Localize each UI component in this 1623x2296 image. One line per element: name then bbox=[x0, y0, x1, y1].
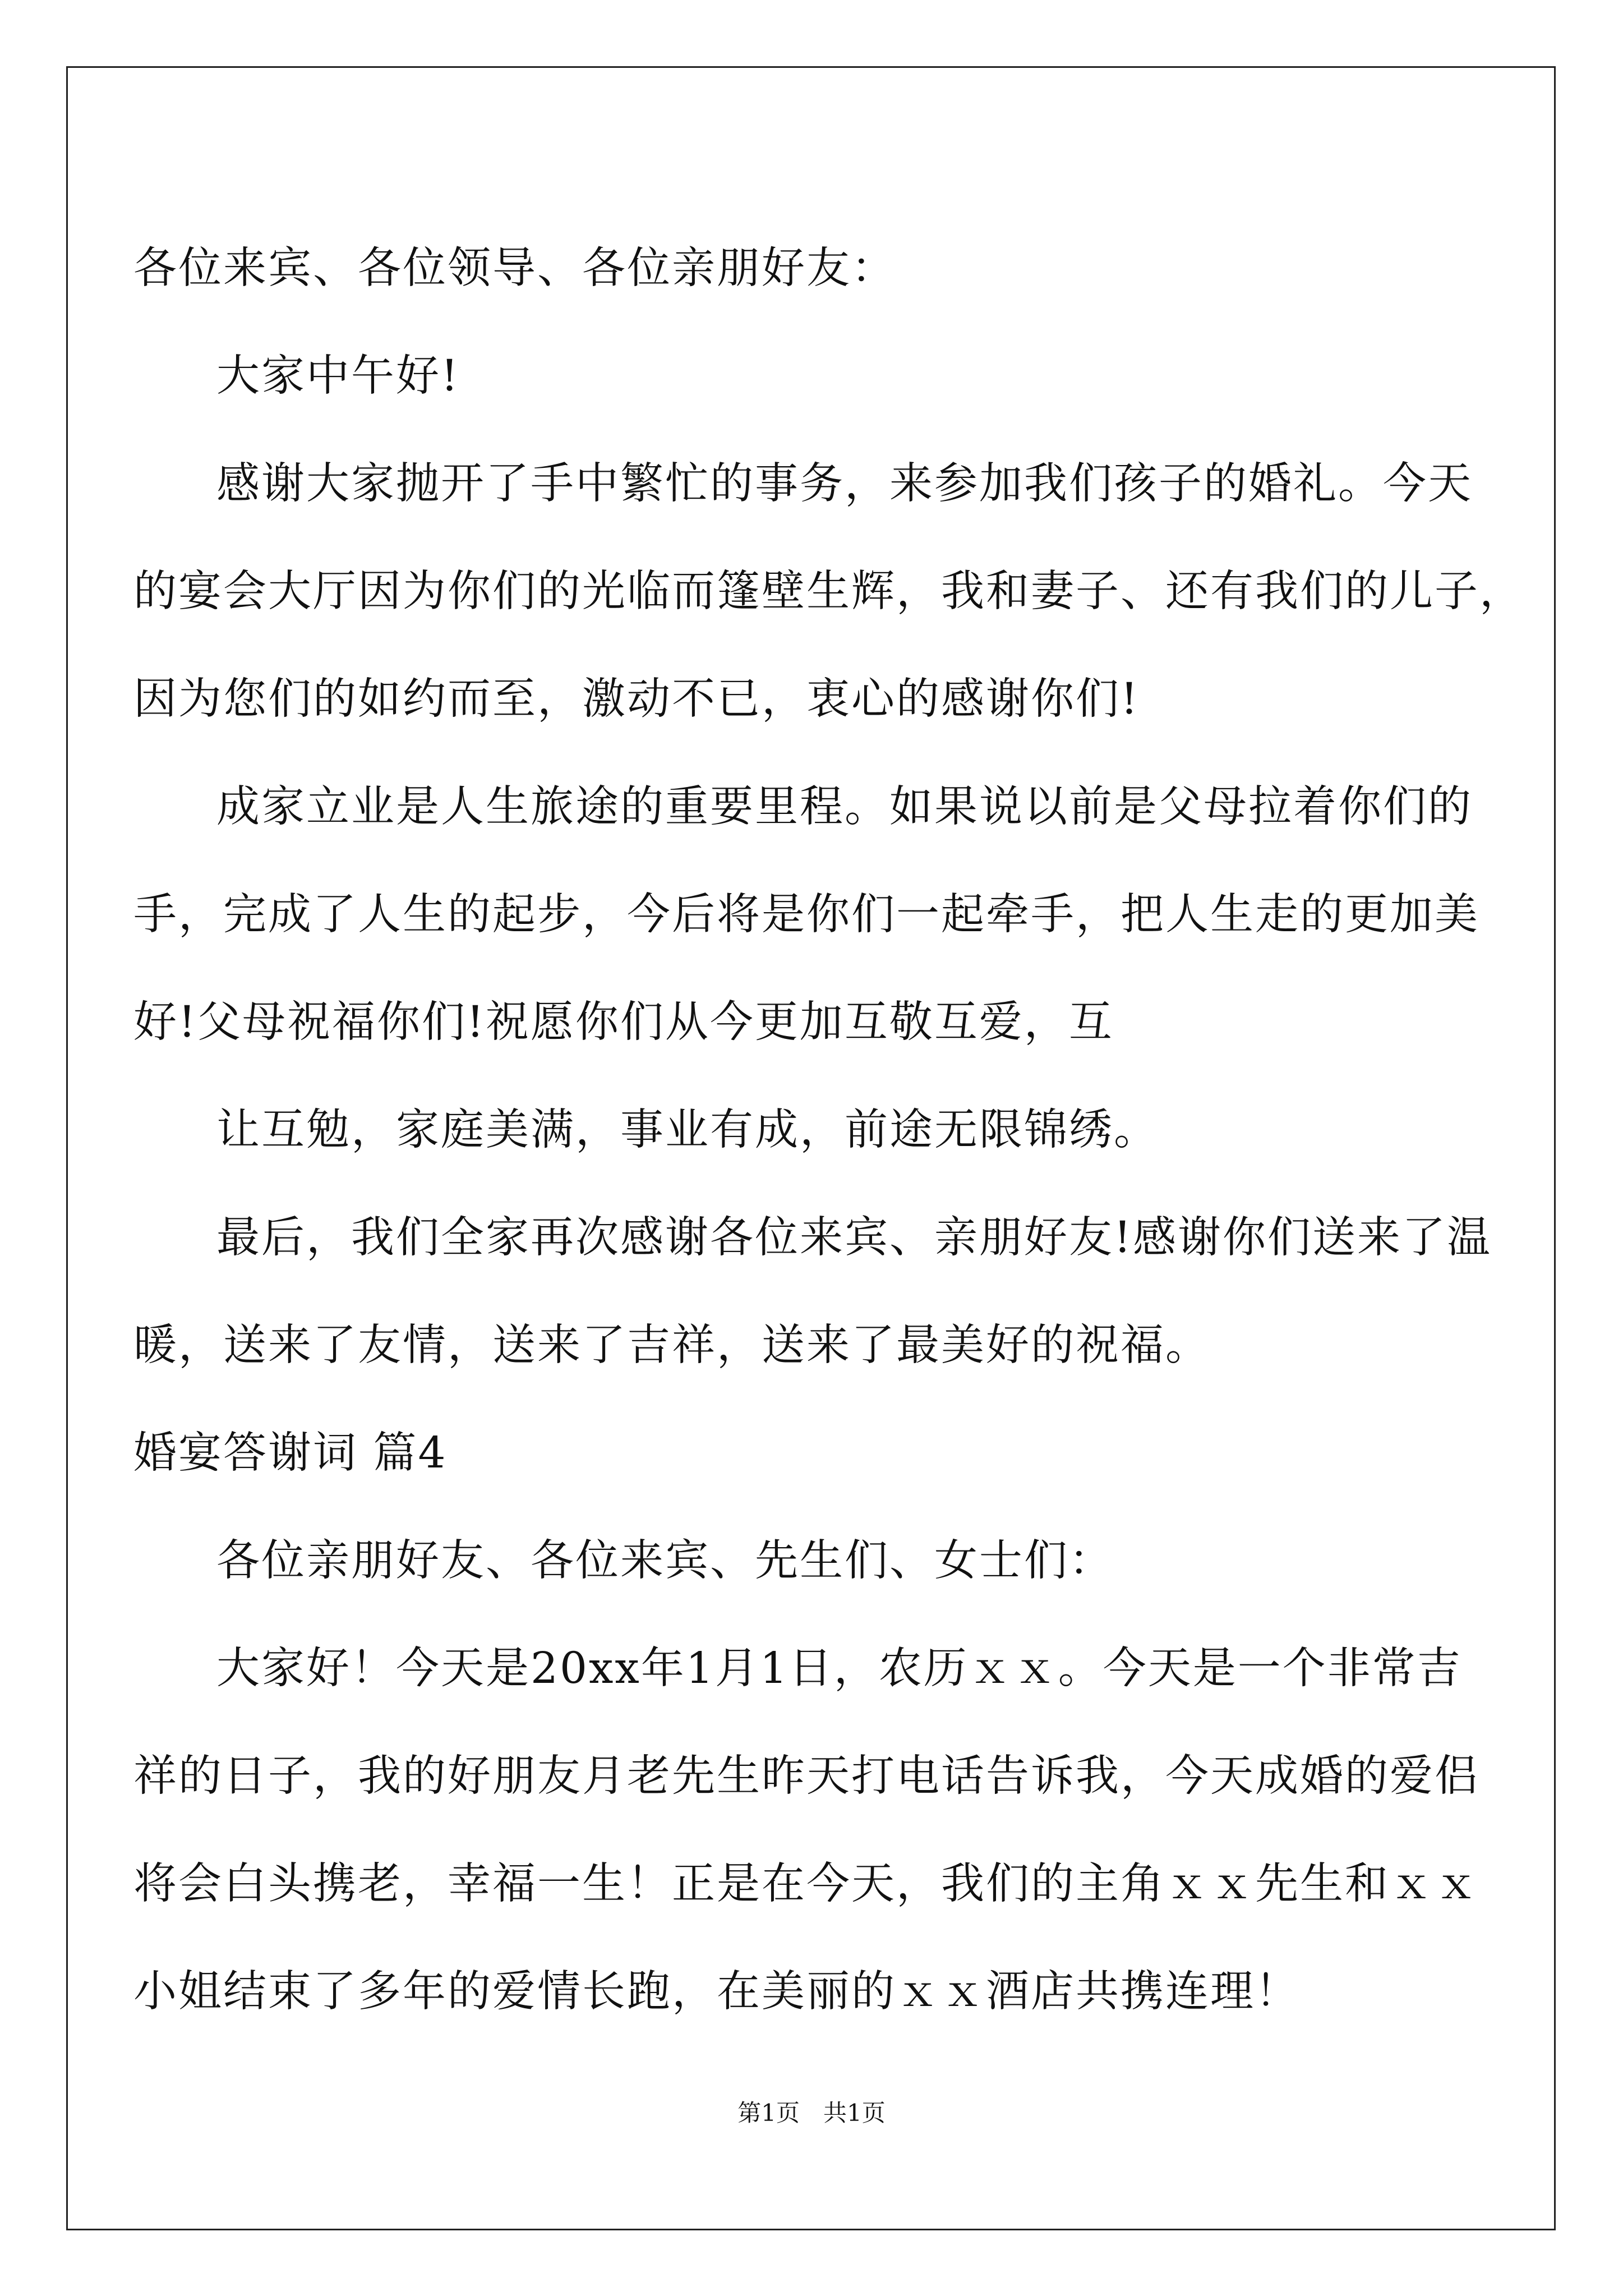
text-line: 手，完成了人生的起步，今后将是你们一起牵手，把人生走的更加美 bbox=[133, 890, 1479, 940]
text-line: 各位来宾、各位领导、各位亲朋好友： bbox=[133, 243, 896, 293]
text-line: 暖，送来了友情，送来了吉祥，送来了最美好的祝福。 bbox=[133, 1320, 1210, 1370]
text-line: 好!父母祝福你们!祝愿你们从今更加互敬互爱，互 bbox=[133, 997, 1114, 1047]
text-line: 最后，我们全家再次感谢各位来宾、亲朋好友!感谢你们送来了温 bbox=[216, 1213, 1492, 1263]
text-line: 小姐结束了多年的爱情长跑，在美丽的ｘｘ酒店共携连理！ bbox=[133, 1967, 1300, 2017]
text-line: 大家中午好! bbox=[216, 351, 460, 401]
text-line: 将会白头携老，幸福一生！正是在今天，我们的主角ｘｘ先生和ｘｘ bbox=[133, 1859, 1479, 1909]
text-line: 感谢大家抛开了手中繁忙的事务，来参加我们孩子的婚礼。今天 bbox=[216, 459, 1473, 509]
section-heading: 婚宴答谢词 篇4 bbox=[133, 1428, 448, 1478]
text-line: 的宴会大厅因为你们的光临而篷壁生辉，我和妻子、还有我们的儿子， bbox=[133, 567, 1524, 616]
text-line: 让互勉，家庭美满，事业有成，前途无限锦绣。 bbox=[216, 1105, 1159, 1155]
text-line: 祥的日子，我的好朋友月老先生昨天打电话告诉我，今天成婚的爱侣 bbox=[133, 1751, 1479, 1801]
page-footer: 第1页 共1页 bbox=[737, 2099, 886, 2127]
document-body bbox=[133, 215, 1524, 2046]
text-line: 大家好！今天是20xx年1月1日，农历ｘｘ。今天是一个非常吉 bbox=[216, 1644, 1462, 1694]
text-line: 成家立业是人生旅途的重要里程。如果说以前是父母拉着你们的 bbox=[216, 782, 1473, 832]
text-line: 各位亲朋好友、各位来宾、先生们、女士们： bbox=[216, 1536, 1114, 1586]
text-line: 因为您们的如约而至，激动不已，衷心的感谢你们! bbox=[133, 674, 1140, 724]
